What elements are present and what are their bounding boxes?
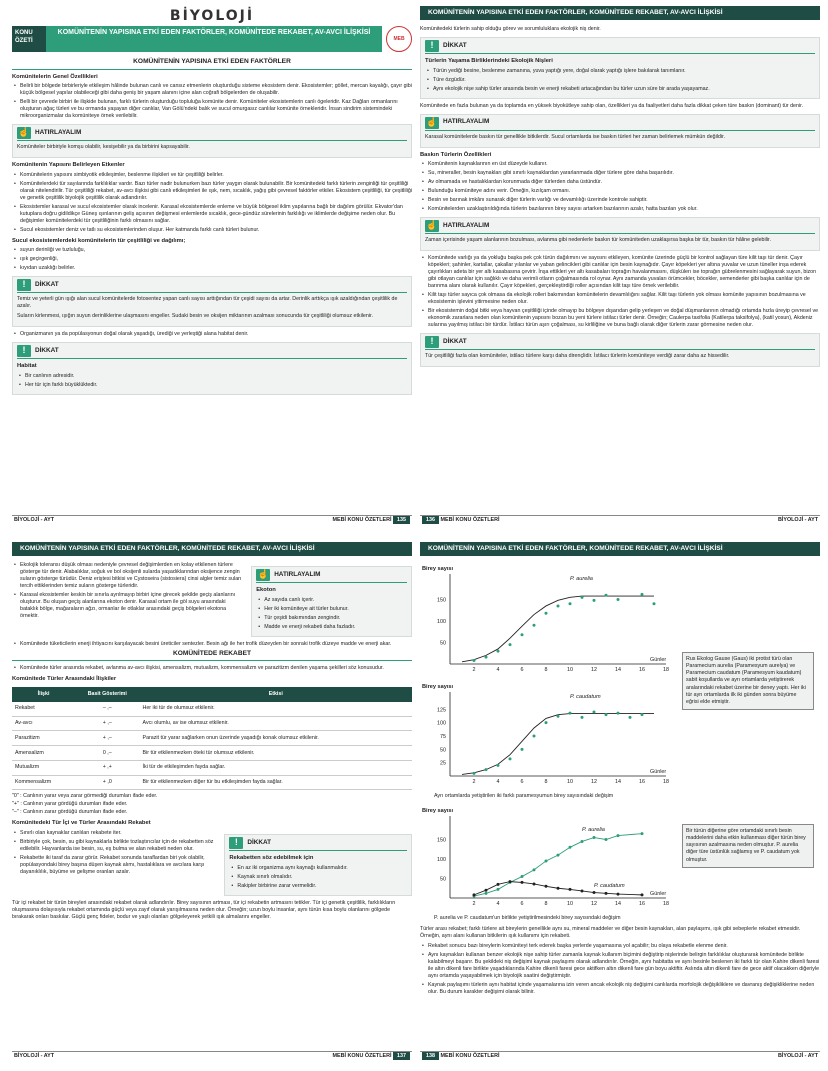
x-tick-label: 10 <box>567 667 573 673</box>
list-item: • ışık geçirgenliği, <box>12 256 412 263</box>
data-point <box>605 594 608 597</box>
x-tick-label: 2 <box>472 667 476 673</box>
series-label: P. aurelia <box>582 826 605 833</box>
data-point <box>485 889 488 892</box>
subheading: Baskın Türlerin Özellikleri <box>420 151 492 158</box>
data-point <box>641 893 644 896</box>
page-footer: 138 MEBİ KONU ÖZETLERİ BİYOLOJİ - AYT <box>420 1051 820 1062</box>
topbar-title: KOMÜNİTENİN YAPISINA ETKİ EDEN FAKTÖRLER, KOMÜNİTEDE REKABET, AV-AVCI İLİŞKİSİ <box>12 542 412 556</box>
side-note: Bir türün diğerine göre ortamdaki sınırlı besin maddelerini daha etkin kullanması diğer türün birey sayısının azalmasına neden olmuştur. P. aurelia diğer türe üstünlük sağlamış ve P. caudatum yok olmuştur. <box>682 824 814 868</box>
data-point <box>485 892 488 895</box>
y-tick-label: 50 <box>440 640 446 647</box>
data-point <box>485 656 488 659</box>
paragraph: Komünitede en fazla bulunan ya da toplamda en yüksek biyokütleye sahip olan, özellikleri ya da faaliyetleri daha fazla dikkat çeken türe baskın (dominant) tür denir. <box>420 102 804 109</box>
x-tick-label: 16 <box>639 779 645 785</box>
bullet-list <box>12 641 412 648</box>
exclamation-icon: ! <box>17 345 31 357</box>
paragraph: Komünitedeki türlerin sahip olduğu görev ve sorumluluklara ekolojik niş denir. <box>420 26 601 32</box>
bullet-list <box>12 331 412 338</box>
list-item: • kıyıdan uzaklığı belirler. <box>12 265 412 272</box>
list-item: • Komünitede tüketicilerin enerji ihtiyacını karşılayacak besini üreticiler sentezler. Besin ağı ile her trofik düzeyden bir sonraki trofik düzeye madde ve enerji akar. <box>12 641 412 648</box>
page-number: 138 <box>422 1052 439 1060</box>
x-tick-label: 16 <box>639 900 645 907</box>
data-point <box>497 888 500 891</box>
x-tick-label: 6 <box>520 667 524 673</box>
data-point <box>569 712 572 715</box>
list-item: • Rekabet sonucu bazı bireylerin komüniteyi terk ederek başka yerlerde yaşamasına yol açabilir; bu olaya rekabetle elenme denir. <box>420 943 820 950</box>
data-point <box>569 602 572 605</box>
note: "–" : Canlının zarar gördüğü durumları ifade eder. <box>12 809 128 816</box>
dikkat-box: ! DİKKAT Habitat • Bir canlının adresidir. • Her tür için farklı büyüklüktedir. <box>12 342 412 395</box>
data-point <box>557 887 560 890</box>
x-tick-label: 12 <box>591 779 597 785</box>
table-header: İlişki <box>12 687 75 702</box>
data-point <box>581 596 584 599</box>
y-tick-label: 150 <box>437 597 446 604</box>
x-axis-label: Günler <box>650 769 667 775</box>
data-point <box>533 868 536 871</box>
table-row: Av-avcı + ,– Avcı olumlu, av ise olumsuz etkilenir. <box>12 716 412 731</box>
x-tick-label: 10 <box>567 779 573 785</box>
series-label: P. aurelia <box>570 576 593 582</box>
section-title: KOMÜNİTEDE REKABET <box>12 650 412 662</box>
x-tick-label: 6 <box>520 900 524 907</box>
data-point <box>533 624 536 627</box>
data-point <box>593 599 596 602</box>
list-item: • Karasal ekosistemler keskin bir sınırla ayrılmayıp birbiri içine girecek şekilde geçiş alanlarını oluşturur. Bu oluşan geçiş alanlarına ekoton denir. Karasal ortam ile göl suyu arasındaki bataklık bölge, mağaraların ağzı, ormanlar ile otlaklar arasındaki geçiş bölgeleri ekotona örnektir. <box>12 592 245 620</box>
data-point <box>497 764 500 767</box>
data-point <box>545 721 548 724</box>
x-tick-label: 12 <box>591 667 597 673</box>
hatirlayalim-box: ☝ HATIRLAYALIM Ekoton • Az sayıda canlı içerir. • Her iki komüniteye ait türler bulunur. • Tür çeşidi bakımından zengindir. • Madde ve enerji rekabeti daha fazladır. <box>251 566 412 637</box>
x-tick-label: 4 <box>496 900 500 907</box>
data-point <box>593 711 596 714</box>
x-tick-label: 14 <box>615 667 621 673</box>
list-item: • Bulunduğu komüniteye adını verir. Örneğin, kızılçam ormanı. <box>420 188 820 195</box>
page-footer: BİYOLOJİ - AYT MEBİ KONU ÖZETLERİ 137 <box>12 1051 412 1062</box>
note: "0" : Canlının yarar veya zarar görmediği durumları ifade eder. <box>12 793 158 800</box>
dikkat-box: ! DİKKAT Türlerin Yaşama Birliklerindeki Ekolojik Nişleri • Türün yediği besine, beslenme zamanına, yuva yaptığı yere, doğal olarak yaptığı işlere bakılarak tanımlanır. • Türe özgüdür. • Aynı ekolojik nişe sahip türler arasında besin ve enerji rekabeti artacağından bu türler uzun süre bir arada yaşayamaz. <box>420 37 820 99</box>
y-tick-label: 75 <box>440 734 446 740</box>
data-point <box>629 716 632 719</box>
series-label: P. caudatum <box>570 694 601 700</box>
list-item: • Av olmamada ve hastalıklardan korunmada diğer türlerden daha üstündür. <box>420 179 820 186</box>
hand-pointer-icon: ☝ <box>257 569 269 580</box>
data-point <box>653 602 656 605</box>
data-point <box>473 772 476 775</box>
data-point <box>473 893 476 896</box>
x-tick-label: 14 <box>615 900 621 907</box>
y-axis-label: Birey sayısı <box>422 566 454 572</box>
hand-pointer-icon: ☝ <box>426 116 438 127</box>
list-item: • Komünitede türler arasında rekabet, avlanma av-avcı ilişkisi, amensalizm, mutualizm, kommensalizm ve parazitizm denilen yaşama şekilleri söz konusudur. <box>12 665 412 672</box>
data-point <box>533 882 536 885</box>
paragraph: Türler arası rekabet; farklı türlere ait bireylerin genellikle aynı su, mineral maddeler ve diğer besin kaynakları, alan paylaşımı, ışık gibi sebeplerle rekabet etmesidir. Örneğin, aynı alanı kullanan bitkilerin ışık kullanımı için rekabeti. <box>420 925 801 939</box>
data-point <box>533 735 536 738</box>
data-point <box>497 650 500 653</box>
fit-curve <box>462 714 654 775</box>
y-tick-label: 150 <box>437 837 446 844</box>
x-tick-label: 2 <box>472 779 476 785</box>
page-135 <box>12 6 412 526</box>
figure-caption: Ayrı ortamlarda yetiştirilen iki farklı paramesyumun birey sayısındaki değişim <box>434 793 614 799</box>
y-tick-label: 50 <box>440 876 446 883</box>
table-row: Parazitizm + ,– Parazit tür yarar sağlarken onun üzerinde yaşadığı konak olumsuz etkilenir. <box>12 731 412 746</box>
data-point <box>617 598 620 601</box>
x-tick-label: 18 <box>663 667 669 673</box>
x-tick-label: 4 <box>496 667 500 673</box>
page-footer: BİYOLOJİ - AYT MEBİ KONU ÖZETLERİ 135 <box>12 515 412 526</box>
data-point <box>521 633 524 636</box>
data-point <box>545 859 548 862</box>
exclamation-icon: ! <box>17 279 31 291</box>
y-tick-label: 100 <box>437 720 446 727</box>
data-point <box>641 593 644 596</box>
page-number: 137 <box>393 1052 410 1060</box>
bullet-list <box>420 943 820 996</box>
y-axis-label: Birey sayısı <box>422 807 454 814</box>
page-138 <box>420 542 820 1062</box>
page-136 <box>420 6 820 526</box>
table-row: Rekabet – ,– Her iki tür de olumsuz etkilenir. <box>12 702 412 716</box>
x-tick-label: 8 <box>544 667 548 673</box>
hand-pointer-icon: ☝ <box>18 127 30 138</box>
dikkat-box: ! DİKKAT Temiz ve yeterli gün ışığı alan sucul komünitelerde fotosentez yapan canlı sayısı arttığından tür çeşidi sayısı da artar. Derinlik arttıkça ışık azaldığından çeşitlilik de azalır. Suların kirlenmesi, ışığın suyun derinliklerine ulaşmasını engeller. Sudaki besin ve oksijen miktarının azalması sonucunda tür çeşitliliği olumsuz etkilenir. <box>12 276 412 327</box>
data-point <box>473 659 476 662</box>
dikkat-box: ! DİKKAT Rekabetten söz edebilmek için • En az iki organizma aynı kaynağı kullanmalıdır. • Kaynak sınırlı olmalıdır. • Rakipler birbirine zarar vermelidir. <box>224 834 412 896</box>
list-item: • Besin ve barınak imkânı sunarak diğer türlerin varlığı ve devamlılığı üzerinde kontrole sahiptir. <box>420 197 820 204</box>
data-point <box>557 715 560 718</box>
list-item: • Su, mineraller, besin kaynakları gibi sınırlı kaynaklardan yararlanmada diğer türlere göre daha başarılıdır. <box>420 170 820 177</box>
subject-title: BİYOLOJİ <box>169 8 255 24</box>
bullet-list <box>12 83 412 120</box>
x-tick-label: 16 <box>639 667 645 673</box>
list-item: • Komünitenin kaynaklarının en üst düzeyde kullanır. <box>420 161 820 168</box>
page-137 <box>12 542 412 1062</box>
data-point <box>581 889 584 892</box>
hatirlayalim-box: ☝ HATIRLAYALIM Zaman içerisinde yaşam alanlarının bozulması, avlanma gibi nedenlerle baskın tür komüniteden uzaklaşırsa başka bir tür, baskın tür hâline gelebilir. <box>420 217 820 251</box>
data-point <box>509 880 512 883</box>
bullet-list <box>12 562 245 620</box>
data-point <box>569 888 572 891</box>
list-item: • suyun derinliği ve tuzluluğu, <box>12 247 412 254</box>
bullet-list <box>12 830 218 876</box>
bullet-list <box>420 161 820 213</box>
list-item: • Aynı kaynakları kullanan benzer ekolojik nişe sahip türler zamanla kaynak kullanım biçimini değiştirip nişlerinde belirgin farklılıklar oluşturarak komünitede birlikte kalabilmeyi başarır. Bu şekildeki niş değişimi kaynak paylaşımı olarak adlandırılır. Örneğin, aynı habitatta ve aynı besinle beslenen iki farklı tür olan Kahire dikenli faresi ile altın dikenli fare birlikte yaşadıklarında Kahire dikenli faresi gece aktifken altın dikenli fare gün boyu aktiftir. Aslında altın dikenli fare de gece aktif olacakken diğeriyle aynı ortamda yaşayabilmek için biyolojik saatini değiştirmiştir. <box>420 952 820 980</box>
exclamation-icon: ! <box>425 336 439 348</box>
subheading: Komünitelerin Genel Özellikleri <box>12 73 98 80</box>
data-point <box>509 757 512 760</box>
x-tick-label: 18 <box>663 900 669 907</box>
list-item: • Ekosistemler karasal ve sucul ekosistemler olarak incelenir. Karasal ekosistemlerde enleme ve büyük bölgesel iklim yapılarına bağlı bir dağılım görülür. Ekvator'dan kutuplara doğru gidildikçe Güneş ışınlarının geliş açısının değişmesi enlemlerde sıcaklık, gece-gündüz sürelerinin farklılığı ve iklimlerde değişime neden olur. Bu değişimler komünitelerdeki tür çeşitliliğinin farklı olmasını sağlar. <box>12 204 412 225</box>
y-tick-label: 125 <box>437 707 446 714</box>
data-point <box>545 885 548 888</box>
x-tick-label: 10 <box>567 900 573 907</box>
figure-caption: P. aurelia ve P. caudatum'un birlikte yetiştirilmesindeki birey sayısındaki değişim <box>434 914 621 921</box>
hatirlayalim-box: ☝ HATIRLAYALIM Karasal komünitelerde baskın tür genellikle bitkilerdir. Sucul ortamlarda ise baskın türleri her zaman belirlemek mümkün değildir. <box>420 114 820 148</box>
y-tick-label: 100 <box>437 619 446 625</box>
subheading: Komünitedeki Tür İçi ve Türler Arasındaki Rekabet <box>12 820 151 827</box>
table-header: Etkisi <box>140 687 412 702</box>
data-point <box>605 892 608 895</box>
exclamation-icon: ! <box>425 40 439 52</box>
data-point <box>605 838 608 841</box>
note: "+" : Canlının yarar gördüğü durumları ifade eder. <box>12 801 128 808</box>
table-row: Kommensalizm + ,0 Bir tür etkilenmezken diğer tür bu etkileşimden fayda sağlar. <box>12 775 412 790</box>
dikkat-box: ! DİKKAT Tür çeşitliliği fazla olan komüniteler, istilacı türlere karşı daha dirençlidir. İstilacı türlerin komüniteye verdiği zarar daha az hissedilir. <box>420 333 820 367</box>
bullet-list <box>12 247 412 272</box>
x-tick-label: 14 <box>615 779 621 785</box>
list-item: • Organizmanın ya da popülasyonun doğal olarak yaşadığı, ürediği ve yerleştiği alana habitat denir. <box>12 331 412 338</box>
data-point <box>593 836 596 839</box>
data-point <box>581 840 584 843</box>
hand-pointer-icon: ☝ <box>426 220 438 231</box>
data-point <box>521 748 524 751</box>
aurelia-chart <box>420 562 680 680</box>
list-item: • Komünitede varlığı ya da yokluğu başka pek çok türün dağılımını ve sayısını etkileyen, komünite üzerinde güçlü bir kontrol sağlayan türe kilit taşı tür denir. Çayır köpekleri; şahinler, kartallar, çakallar yılanlar ve yaban gelincikleri gibi canlılar için besin kaynağıdır. Çayır köpekleri yer altına yuvalar ve uzun tüneller inşa ederek çayırlıkları adeta bir yer altı kasabasına çevirir. İnşa ettikleri yer altı kasabaları toprağın havalanmasını, düşkülerı ise toprağın gübrelenmesini sağlayarak suyun, bizon gibi otlayan canlılar için sağlıklı ve daha verimli otların çoğalmasında rol oynar. Aynı zamanda yuvaları örümcekler, böcekler, semenderler gibi başka canlılar için de barınma alanı olarak kullanılır. Çayır köpekleri, gerçekleştirdiği roller açısından kilit taşı türe örnek verilebilir. <box>420 255 820 290</box>
page-number: 135 <box>393 516 410 524</box>
bullet-list <box>12 172 412 234</box>
data-point <box>641 713 644 716</box>
list-item: • Kilit taşı türler sayıca çok olmasa da ekolojik rolleri bakımından komünitelerin devamlılığını sağlar. Kilit taşı türlerin yok olması komünite yapısının bozulmasına ve ekosistemin işlevini yitirmesine neden olur. <box>420 292 820 306</box>
list-item: • Sucul ekosistemler deniz ve tatlı su ekosistemlerinden oluşur. Her katmanda farklı canlı türleri bulunur. <box>12 227 412 234</box>
subheading: Komünitenin Yapısını Belirleyen Etkenler <box>12 162 125 169</box>
x-tick-label: 6 <box>520 779 524 785</box>
section-title: KOMÜNİTENİN YAPISINA ETKİ EDEN FAKTÖRLER <box>12 58 412 70</box>
x-tick-label: 2 <box>472 900 476 907</box>
data-point <box>557 854 560 857</box>
caudatum-chart <box>420 680 680 792</box>
konu-ozeti-badge: KONU ÖZETİ <box>12 26 46 52</box>
list-item: • Birbiriyle çok, besin, su gibi kaynaklarla birlikte tozlaştırıcılar için de rekabetten söz edilebilir. Hayvanlarda ise besin, su, eş bulma ve alan rekabeti neden olur. <box>12 839 218 853</box>
series-label: P. caudatum <box>594 883 625 890</box>
data-point <box>557 604 560 607</box>
x-axis-label: Günler <box>650 890 667 897</box>
table-row: Mutualizm + ,+ İki tür de etkileşimden fayda sağlar. <box>12 760 412 775</box>
hatirlayalim-box: ☝ HATIRLAYALIM Komüniteler birbiriyle komşu olabilir, kesişebilir ya da birbirini kapsayabilir. <box>12 124 412 158</box>
data-point <box>593 891 596 894</box>
data-point <box>545 612 548 615</box>
bullet-list <box>420 255 820 329</box>
data-point <box>617 893 620 896</box>
x-tick-label: 4 <box>496 779 500 785</box>
subheading: Sucul ekosistemlerdeki komünitelerin tür çeşitliliği ve dağılımı; <box>12 237 186 244</box>
paragraph: Tür içi rekabet bir türün bireyleri arasındaki rekabet olarak adlandırılır. Birey sayısının artması, tür içi rekabetin artmasını tetikler. Tür içi genetik çeşitlilik, farklılıkların oluşmasına dolayısıyla rekabet ortamında güçlü veya zayıf olarak yarışılmasına neden olur. Örneğin; uzun boylu insanlar, aynı türün kısa boylu olanlarını gölgede bırakarak onları baskılar. Güçlü genç fideler, bodur ve yaşlı olanları gölgeleyerek yetkili ışık almalarını engeller. <box>12 899 396 920</box>
list-item: • Komünitelerin yapısını simbiyotik etkileşimler, beslenme ilişkileri ve tür çeşitliliği belirler. <box>12 172 412 179</box>
list-item: • Kaynak paylaşımı türlerin aynı habitat içinde yaşamalarına izin veren ancak ekolojik niş değişimi canlılarda morfolojik değişikliklere ve davranış değişikliklerine neden olur. Bu durum karakter değişimi olarak bilinir. <box>420 982 820 996</box>
x-tick-label: 18 <box>663 779 669 785</box>
x-tick-label: 12 <box>591 900 597 907</box>
topbar-title: KOMÜNİTENİN YAPISINA ETKİ EDEN FAKTÖRLER, KOMÜNİTEDE REKABET, AV-AVCI İLİŞKİSİ <box>420 542 820 556</box>
page-footer: 136 MEBİ KONU ÖZETLERİ BİYOLOJİ - AYT <box>420 515 820 526</box>
list-item: • Komünitelerdeki tür sayılarında farklılıklar vardır. Bazı türler nadir bulunurken bazı türler yaygın olarak bulunabilir. Bir komünitedeki farklı türlerin zenginliği tür çeşitliliği olarak nitelendirilir. Tür çeşitliliği rekabet, av-avcı ilişkisi gibi canlı etkileşimleri ile ışık, nem, sıcaklık, yağış gibi çevresel faktörler etkiler. Ekosistem çeşitliliği, tür çeşitliliği ve genetik çeşitlilik biyolojik çeşitlilik olarak adlandırılır. <box>12 181 412 202</box>
meb-seal-icon: MEB <box>386 26 412 52</box>
topbar-title: KOMÜNİTENİN YAPISINA ETKİ EDEN FAKTÖRLER, KOMÜNİTEDE REKABET, AV-AVCI İLİŞKİSİ <box>420 6 820 20</box>
list-item: • Bir ekosistemin doğal bitki veya hayvan çeşitliliği içinde olmayıp bu bölgeye dışarıdan gelip yerleşen ve doğal düşmanlarının olmadığı ortamda hızla üreyip çevresel ve ekonomik zararlara neden olan komünitenin yapısını bozan bu yeni türlere istilacı türler denir. Örneğin; Caulerpa taxifolia (Katilerpa taksifolya), (katil yosun), Akdeniz sularına yayılmış istilacı bir türdür. İstilacı türün aşırı çoğalması, su kirliliğine ve buna bağlı olarak diğer türlerin zarar görmesine neden olur. <box>420 308 820 329</box>
data-point <box>641 832 644 835</box>
data-point <box>521 881 524 884</box>
data-point <box>581 716 584 719</box>
data-point <box>485 768 488 771</box>
page-number: 136 <box>422 516 439 524</box>
y-tick-label: 100 <box>437 856 446 863</box>
x-tick-label: 8 <box>544 900 548 907</box>
side-note: Rus Ekolog Gause (Gaus) iki protist türü olan Paramecium aurelia (Paramesyum aurelya) ve Paramecium caudatum (Paramesyum kaudatum) sabit koşullarda ve ayrı ortamlarda yetiştirerek aralarındaki rekabet üzerine bir deney yaptı. Her iki tür ayrı ortamlarda ilk iki günden sonra büyüme eğrisi elde etmiştir. <box>682 652 814 710</box>
data-point <box>509 643 512 646</box>
exclamation-icon: ! <box>229 837 243 849</box>
list-item: • Rekabette iki taraf da zarar görür. Rekabet sonunda taraflardan biri yok olabilir, popülasyondaki birey başına düşen kaynak alımı, hastalıklara ve avcılara karşı dayanıklılık, büyüme ve gelişme oranları azalır. <box>12 855 218 876</box>
y-tick-label: 25 <box>440 760 446 767</box>
table-title: Komünitede Türler Arasındaki İlişkiler <box>12 676 117 683</box>
list-item: • Komünitelerden uzaklaştırıldığında türlerin bazılarının birey sayısı artarken bazılarının azalır, hatta bazıları yok olur. <box>420 206 820 213</box>
data-point <box>521 875 524 878</box>
page-header <box>12 26 412 52</box>
mixed-culture-chart <box>420 804 680 914</box>
y-tick-label: 50 <box>440 747 446 754</box>
list-item: • Sınırlı olan kaynaklar canlıları rekabete iter. <box>12 830 218 837</box>
table-row: Amensalizm 0 ,– Bir tür etkilenmezken öteki tür olumsuz etkilenir. <box>12 746 412 761</box>
data-point <box>569 846 572 849</box>
header-title: KOMÜNİTENİN YAPISINA ETKİ EDEN FAKTÖRLER, KOMÜNİTEDE REKABET, AV-AVCI İLİŞKİSİ <box>46 26 382 52</box>
y-axis-label: Birey sayısı <box>422 684 454 690</box>
relations-table <box>12 687 412 791</box>
data-point <box>497 883 500 886</box>
x-axis-label: Günler <box>650 657 667 663</box>
data-point <box>617 712 620 715</box>
data-point <box>617 834 620 837</box>
table-header: Basit Gösterimi <box>75 687 139 702</box>
x-tick-label: 8 <box>544 779 548 785</box>
list-item: • Belirli bir bölgede birbirleriyle etkileşim hâlinde bulunan canlı ve cansız etmenlerin oluşturduğu sisteme ekosistem denir. Ekosistemler; göllet, mercan kayalığı, çayır gibi küçük bölgesel yapılar olabileceği gibi daha geniş bir yaşam alanını içine alan coğrafi bölgelerden de oluşabilir. <box>12 83 412 97</box>
data-point <box>605 713 608 716</box>
list-item: • Belli bir çevrede birbiri ile ilişkide bulunan, farklı türlerin oluşturduğu topluluğa komünite denir. Komüniteler ekosistemlerin canlı ögeleridir. Kaz Dağları ormanlarını oluşturan ağaç türleri ve bu ormanda yaşayan diğer canlılar, Van Gölü'ndeki balık ve sucul omurgasız canlılar komünite örnekleridir. İnsan sindirim sistemindeki mikroorganizmalar da komüniteye örnek verilebilir. <box>12 99 412 120</box>
list-item: • Ekolojik toleransı düşük olması nedeniyle çevresel değişimlerden en kolay etkilenen türlere gösterge tür denir. Alabalıklar, soğuk ve bol oksijenli sularda yaşadıklarından oksijence zengin suların gösterge türüdür. Deniz eriştesi bitkisi ve Cystoseira (sistosiera) cinsi algler temiz suları tercih ettiklerinden temiz suların gösterge türleridir. <box>12 562 245 590</box>
